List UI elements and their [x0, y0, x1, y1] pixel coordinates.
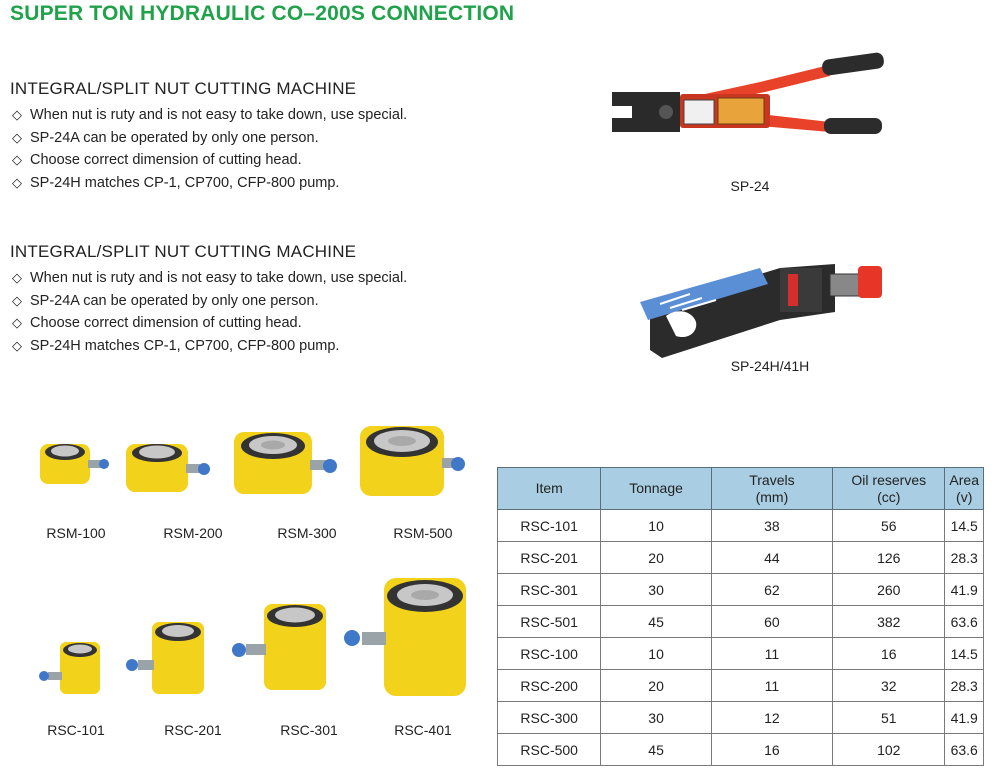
sp-24h-caption: SP-24H/41H: [730, 358, 810, 374]
rsm-300-image: [232, 428, 342, 498]
table-cell: 10: [601, 638, 711, 670]
sp-24h-cutter-image: [630, 250, 890, 360]
table-cell: 45: [601, 734, 711, 766]
table-cell: 41.9: [945, 702, 984, 734]
rsc-301-image: [230, 600, 335, 695]
table-cell: RSC-101: [498, 510, 601, 542]
table-row: [498, 606, 984, 638]
spec-table: [497, 467, 984, 766]
diamond-bullet-icon: ◇: [12, 129, 22, 145]
table-cell: RSC-100: [498, 638, 601, 670]
table-cell: RSC-200: [498, 670, 601, 702]
table-cell: RSC-201: [498, 542, 601, 574]
table-cell: 11: [711, 638, 832, 670]
diamond-bullet-icon: ◇: [12, 315, 22, 330]
section-1-heading: INTEGRAL/SPLIT NUT CUTTING MACHINE: [10, 79, 357, 98]
table-cell: 20: [601, 670, 711, 702]
table-cell: 51: [833, 702, 945, 734]
table-cell: RSC-300: [498, 702, 601, 734]
bullet-item: ◇ Choose correct dimension of cutting head.: [10, 149, 530, 172]
table-cell: 60: [711, 606, 832, 638]
table-cell: 44: [711, 542, 832, 574]
rsm-200-caption: RSM-200: [163, 525, 223, 541]
table-cell: 30: [601, 574, 711, 606]
table-cell: 14.5: [945, 638, 984, 670]
diamond-bullet-icon: ◇: [12, 270, 22, 285]
header-item: Item: [498, 468, 601, 510]
table-cell: 14.5: [945, 510, 984, 542]
table-header-row: [498, 468, 984, 510]
table-cell: 10: [601, 510, 711, 542]
table-cell: 12: [711, 702, 832, 734]
table-row: [498, 702, 984, 734]
header-oil-reserves: Oil reserves (cc): [833, 468, 945, 510]
section-1: [10, 79, 530, 194]
rsm-500-image: [358, 422, 468, 500]
table-cell: 260: [833, 574, 945, 606]
bullet-item: ◇ Choose correct dimension of cutting head.: [10, 312, 530, 335]
table-cell: 41.9: [945, 574, 984, 606]
table-cell: RSC-501: [498, 606, 601, 638]
rsc-401-image: [340, 572, 470, 700]
table-cell: 63.6: [945, 606, 984, 638]
header-tonnage: Tonnage: [601, 468, 711, 510]
header-travels: Travels (mm): [711, 468, 832, 510]
section-2-bullets: [10, 267, 530, 357]
table-row: [498, 638, 984, 670]
table-cell: 62: [711, 574, 832, 606]
section-1-bullets: [10, 104, 530, 194]
table-cell: 102: [833, 734, 945, 766]
table-cell: 126: [833, 542, 945, 574]
rsc-201-caption: RSC-201: [164, 722, 222, 738]
table-cell: 28.3: [945, 670, 984, 702]
section-2-heading: INTEGRAL/SPLIT NUT CUTTING MACHINE: [10, 242, 357, 261]
table-body: [498, 510, 984, 766]
table-cell: RSC-301: [498, 574, 601, 606]
section-2: [10, 242, 530, 357]
rsm-200-image: [124, 438, 214, 496]
page-title: SUPER TON HYDRAULIC CO–200S CONNECTION: [10, 2, 515, 25]
bullet-item: ◇ SP-24A can be operated by only one person.: [10, 290, 530, 313]
table-row: [498, 510, 984, 542]
table-cell: 16: [833, 638, 945, 670]
rsc-101-caption: RSC-101: [47, 722, 105, 738]
table-row: [498, 542, 984, 574]
bullet-item: ◇ SP-24H matches CP-1, CP700, CFP-800 pump.: [10, 172, 530, 195]
rsc-201-image: [124, 618, 214, 698]
rsm-300-caption: RSM-300: [277, 525, 337, 541]
bullet-item: ◇ SP-24A can be operated by only one person.: [10, 127, 530, 150]
bullet-item: ◇ When nut is ruty and is not easy to take down, use special.: [10, 104, 530, 127]
rsm-100-caption: RSM-100: [46, 525, 106, 541]
table-cell: RSC-500: [498, 734, 601, 766]
diamond-bullet-icon: ◇: [12, 337, 22, 353]
rsc-301-caption: RSC-301: [280, 722, 338, 738]
sp-24-caption: SP-24: [730, 178, 770, 194]
lower-grip: [824, 118, 882, 134]
table-cell: 28.3: [945, 542, 984, 574]
diamond-bullet-icon: ◇: [12, 107, 22, 122]
table-cell: 382: [833, 606, 945, 638]
rsm-100-image: [36, 438, 116, 488]
bullet-item: ◇ SP-24H matches CP-1, CP700, CFP-800 pump.: [10, 335, 530, 358]
table-cell: 45: [601, 606, 711, 638]
diamond-bullet-icon: ◇: [12, 152, 22, 167]
bullet-item: ◇ When nut is ruty and is not easy to take down, use special.: [10, 267, 530, 290]
table-cell: 56: [833, 510, 945, 542]
diamond-bullet-icon: ◇: [12, 174, 22, 190]
table-cell: 63.6: [945, 734, 984, 766]
red-cap: [858, 266, 882, 298]
table-cell: 38: [711, 510, 832, 542]
rsc-401-caption: RSC-401: [394, 722, 452, 738]
upper-grip: [821, 52, 885, 76]
sp-24-cutter-image: [610, 52, 890, 152]
table-row: [498, 734, 984, 766]
header-area: Area (v): [945, 468, 984, 510]
table-cell: 30: [601, 702, 711, 734]
table-row: [498, 574, 984, 606]
rsc-101-image: [36, 638, 106, 698]
table-cell: 11: [711, 670, 832, 702]
table-cell: 32: [833, 670, 945, 702]
rsm-500-caption: RSM-500: [393, 525, 453, 541]
table-cell: 20: [601, 542, 711, 574]
table-cell: 16: [711, 734, 832, 766]
diamond-bullet-icon: ◇: [12, 292, 22, 308]
table-row: [498, 670, 984, 702]
